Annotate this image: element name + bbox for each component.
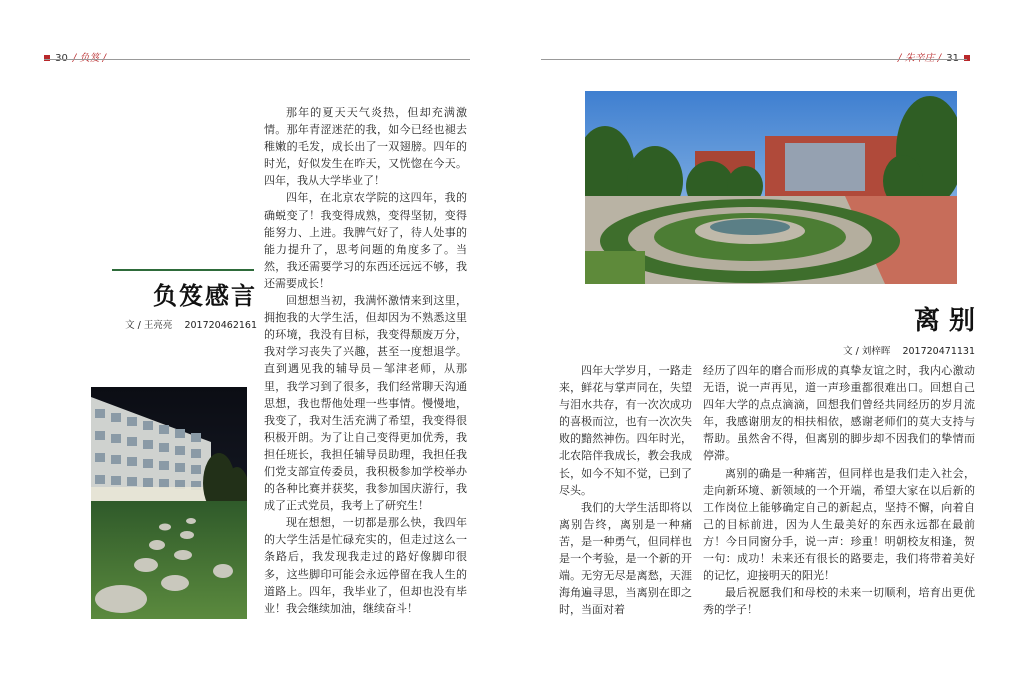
left-paragraph-3: 回想想当初，我满怀激情来到这里，拥抱我的大学生活，但却因为不熟悉这里的环境，我没有目标，我变得颓废万分，我对学习丧失了兴趣，甚至一度想退学。直到遇见我的辅导员－邹津老师，从那里，我学习到了很多，我们经常聊天沟通思想，我也帮他处理一些事情。慢慢地，我变了，我对生活充满了希望，我变得很积极开朗。为了让自己变得更加优秀，我担任班长，我担任辅导员助理，我担任我们党支部宣传委员，我积极参加学校举办的各种比赛并获奖，我参加国庆游行，我成了正式党员，我考上了研究生！: [264, 294, 467, 513]
right-article-author: 文 / 刘梓晖 201720471131: [843, 346, 975, 357]
left-paragraph-1: 那年的夏天天气炎热，但却充满激情。那年青涩迷茫的我，如今已经也褪去稚嫩的毛发，成长出了一双翅膀。四年的时光，好似发生在昨天，又恍惚在今天。四年，我从大学毕业了！: [264, 106, 467, 188]
left-header: [44, 46, 106, 65]
left-paragraph-2: 四年，在北京农学院的这四年，我的确蜕变了！我变得成熟，变得坚韧，变得能努力、上进。我脾气好了，待人处事的能力提升了，思考问题的角度多了。当然，我还需要学习的东西还远远不够，我还需要成长！: [264, 191, 467, 290]
right-header-rule: [541, 59, 967, 60]
left-title-rule: [112, 269, 254, 271]
left-article-title: 负笈感言: [153, 282, 257, 310]
right-article-column-1: [559, 362, 692, 618]
right-page-marker-icon: [964, 55, 970, 61]
right-col2-paragraph-1: 经历了四年的磨合而形成的真挚友谊之时，我内心激动无语，说一声再见，道一声珍重都很难出口。回想自己四年大学的点点滴滴，回想我们曾经共同经历的岁月流年，我感谢朋友的相扶相依，感谢老师们的莫大支持与帮助。虽然舍不得，但离别的脚步却不因我们的挚情而停滞。: [703, 364, 975, 463]
right-col2-paragraph-3: 最后祝愿我们和母校的未来一切顺利，培育出更优秀的学子！: [703, 586, 975, 617]
left-article-author: 文 / 王亮亮 201720462161: [125, 320, 257, 331]
campus-plaza-photo: [585, 91, 957, 284]
right-article-title: 离 别: [913, 306, 975, 336]
left-page-marker-icon: [44, 55, 50, 61]
campus-plaza-photo-icon: [585, 91, 957, 284]
left-article-body: [264, 104, 467, 617]
left-header-rule: [44, 59, 470, 60]
left-paragraph-4: 现在想想，一切都是那么快，我四年的大学生活是忙碌充实的，但走过这么一条路后，我发现我走过的路好像脚印很多，这些脚印可能会永远停留在我人生的道路上。四年，我毕业了，但却也没有毕业！我会继续加油，继续奋斗！: [264, 516, 467, 615]
campus-night-photo-icon: [91, 387, 247, 619]
right-col1-paragraph-1: 四年大学岁月，一路走来，鲜花与掌声同在，失望与泪水共存，有一次次成功的喜极而泣，也有一次次失败的黯然神伤。四年时光，北农陪伴我成长，教会我成长，如今不知不觉，已到了尽头。: [559, 364, 692, 497]
campus-night-photo: [91, 387, 247, 619]
right-col1-paragraph-2: 我们的大学生活即将以离别告终，离别是一种痛苦，是一种勇气，但同样也是一个考验，是一个新的开端。无穷无尽是离愁，天涯海角遍寻思，当离别在即之时，当面对着: [559, 500, 692, 617]
right-header: [898, 46, 970, 65]
right-article-column-2: [703, 362, 975, 618]
right-col2-paragraph-2: 离别的确是一种痛苦，但同样也是我们走入社会，走向新环境、新领域的一个开端，希望大家在以后新的工作岗位上能够确定自己的新起点，坚持不懈，向着自己的目标前进，因为人生最美好的东西永远都在最前方！今日同窗分手，说一声：珍重！明朝校友相逢，贺一句：成功！未来还有很长的路要走，我们将带着美好的记忆，迎接明天的阳光！: [703, 466, 975, 583]
